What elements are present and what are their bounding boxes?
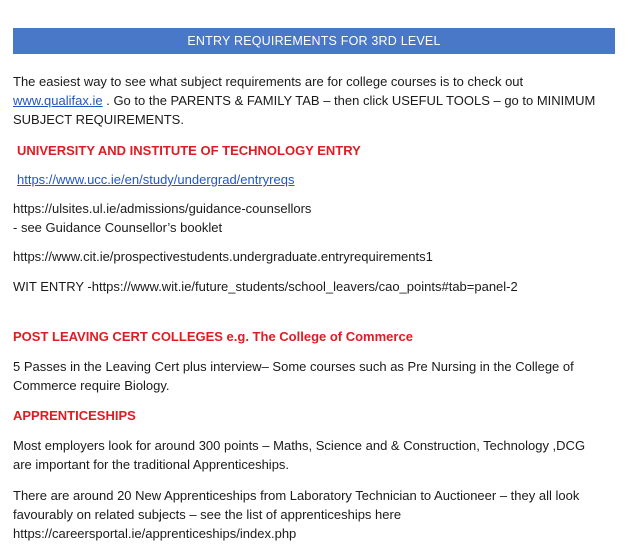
- intro-paragraph: [13, 72, 615, 129]
- intro-line-3: SUBJECT REQUIREMENTS.: [13, 112, 184, 127]
- intro-line-2-rest: . Go to the PARENTS & FAMILY TAB – then click USEFUL TOOLS – go to MINIMUM: [102, 93, 596, 108]
- apprenticeships-p1-line-2: are important for the traditional Apprenticeships.: [13, 457, 290, 472]
- university-heading: UNIVERSITY AND INSTITUTE OF TECHNOLOGY ENTRY: [17, 143, 361, 158]
- cit-url: https://www.cit.ie/prospectivestudents.undergraduate.entryrequirements1: [13, 249, 433, 264]
- apprenticeships-paragraph-1: [13, 436, 615, 474]
- plc-line-2: Commerce require Biology.: [13, 378, 170, 393]
- apprenticeships-paragraph-2: [13, 486, 615, 543]
- page-title-bar: ENTRY REQUIREMENTS FOR 3RD LEVEL: [13, 28, 615, 54]
- qualifax-link[interactable]: www.qualifax.ie: [13, 93, 103, 108]
- apprenticeships-p1-line-1: Most employers look for around 300 points – Maths, Science and & Construction, Technology ,DCG: [13, 438, 586, 453]
- ul-note: - see Guidance Counsellor’s booklet: [13, 220, 223, 235]
- plc-heading: POST LEAVING CERT COLLEGES e.g. The College of Commerce: [13, 329, 413, 344]
- apprenticeships-p2-line-2: favourably on related subjects – see the list of apprenticeships here: [13, 507, 402, 522]
- intro-line-2: [13, 91, 615, 110]
- apprenticeships-p2-line-1: There are around 20 New Apprenticeships from Laboratory Technician to Auctioneer – they all look: [13, 488, 580, 503]
- careersportal-url: https://careersportal.ie/apprenticeships/index.php: [13, 526, 297, 541]
- ucc-entry-link[interactable]: https://www.ucc.ie/en/study/undergrad/entryreqs: [17, 172, 295, 187]
- plc-line-1: 5 Passes in the Leaving Cert plus interview– Some courses such as Pre Nursing in the College of: [13, 359, 574, 374]
- ucc-entry-link-line: [13, 170, 619, 189]
- apprenticeships-heading: APPRENTICESHIPS: [13, 408, 136, 423]
- wit-entry-line: WIT ENTRY -https://www.wit.ie/future_students/school_leavers/cao_points#tab=panel-2: [13, 279, 518, 294]
- ul-url: https://ulsites.ul.ie/admissions/guidance-counsellors: [13, 201, 312, 216]
- intro-line-1: The easiest way to see what subject requirements are for college courses is to check out: [13, 74, 524, 89]
- ul-block: [13, 199, 615, 237]
- plc-paragraph: [13, 357, 615, 395]
